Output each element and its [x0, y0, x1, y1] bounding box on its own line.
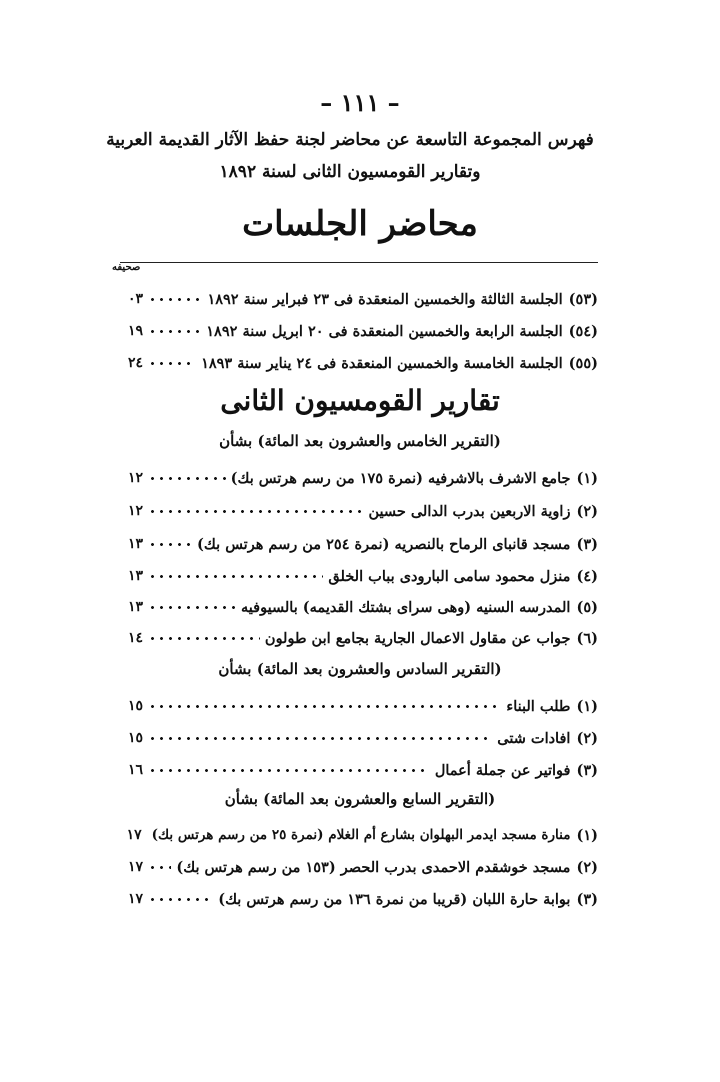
entry-text: زاوية الاربعين بدرب الدالى حسين	[368, 502, 571, 520]
dot-leader	[148, 866, 171, 869]
entry-number: (٥)	[576, 598, 598, 616]
page-number: – ١١١ –	[320, 88, 400, 117]
entry-text: افادات شتى	[497, 729, 571, 747]
dot-leader	[148, 330, 201, 333]
entry-number: (٢)	[576, 502, 598, 520]
entry-number: (١)	[576, 697, 598, 715]
report-entry	[128, 532, 598, 556]
entry-text: الجلسة الثالثة والخمسين المنعقدة فى ٢٣ فبراير سنة ١٨٩٢	[207, 290, 563, 308]
entry-page: ٢٤	[128, 355, 144, 371]
dot-leader	[148, 362, 196, 365]
dot-leader	[148, 606, 236, 609]
dot-leader	[148, 898, 213, 901]
entry-page: ١٥	[128, 698, 144, 714]
entry-page: ١٣	[128, 568, 144, 584]
session-entry	[128, 319, 598, 343]
report-entry	[128, 626, 598, 650]
report-entry	[128, 758, 598, 782]
entry-page: ١٧	[128, 891, 144, 907]
entry-page: ١٧	[126, 827, 142, 843]
entry-text: منزل محمود سامى البارودى بباب الخلق	[328, 567, 571, 585]
report-entry	[128, 466, 598, 490]
report-entry	[128, 855, 598, 879]
entry-page: ٠٣	[128, 291, 144, 307]
entry-number: (٣)	[576, 890, 598, 908]
dot-leader	[148, 543, 192, 546]
divider-rule	[120, 262, 598, 263]
entry-page: ١٧	[128, 859, 144, 875]
index-heading-line2: وتقارير القومسيون الثانى لسنة ١٨٩٢	[219, 162, 481, 182]
report-entry	[128, 823, 598, 847]
report-entry	[128, 499, 598, 523]
entry-number: (٥٥)	[568, 354, 598, 372]
entry-text: الجلسة الخامسة والخمسين المنعقدة فى ٢٤ يناير سنة ١٨٩٣	[201, 354, 563, 372]
index-heading-line1: فهرس المجموعة التاسعة عن محاضر لجنة حفظ الآثار القديمة العربية	[106, 130, 594, 150]
entry-number: (١)	[576, 826, 598, 844]
entry-text: جامع الاشرف بالاشرفيه (نمرة ١٧٥ من رسم هرتس بك)	[230, 469, 571, 487]
entry-text: منارة مسجد ايدمر البهلوان بشارع أم الغلام (نمرة ٢٥ من رسم هرتس بك)	[151, 827, 571, 843]
entry-page: ١٥	[128, 730, 144, 746]
report-heading: (التقرير السادس والعشرون بعد المائة) بشأن	[218, 660, 502, 678]
entry-text: بوابة حارة اللبان (قريبا من نمرة ١٣٦ من رسم هرتس بك)	[218, 890, 571, 908]
entry-page: ١٤	[128, 630, 144, 646]
dot-leader	[148, 637, 260, 640]
entry-number: (٥٤)	[568, 322, 598, 340]
entry-text: المدرسه السنيه (وهى سراى بشتك القديمه) بالسيوفيه	[241, 598, 571, 616]
entry-page: ١٢	[128, 470, 144, 486]
entry-page: ١٢	[128, 503, 144, 519]
entry-text: جواب عن مقاول الاعمال الجارية بجامع ابن طولون	[264, 629, 571, 647]
entry-number: (٦)	[576, 629, 598, 647]
dot-leader	[148, 298, 202, 301]
entry-page: ١٣	[128, 599, 144, 615]
report-entry	[128, 564, 598, 588]
entry-text: مسجد خوشقدم الاحمدى بدرب الحصر (١٥٣ من رسم هرتس بك)	[176, 858, 571, 876]
entry-number: (٣)	[576, 535, 598, 553]
dot-leader	[148, 477, 226, 480]
entry-number: (٢)	[576, 729, 598, 747]
dot-leader	[148, 575, 323, 578]
report-heading: (التقرير السابع والعشرون بعد المائة) بشأن	[224, 790, 496, 808]
reports-title: تقارير القومسيون الثانى	[220, 384, 500, 417]
report-heading: (التقرير الخامس والعشرون بعد المائة) بشأن	[219, 432, 501, 450]
report-entry	[128, 887, 598, 911]
dot-leader	[148, 510, 363, 513]
entry-text: الجلسة الرابعة والخمسين المنعقدة فى ٢٠ ابريل سنة ١٨٩٢	[206, 322, 563, 340]
entry-number: (٥٣)	[568, 290, 598, 308]
entry-text: فواتير عن جملة أعمال	[434, 761, 571, 779]
report-entry	[128, 694, 598, 718]
entry-number: (١)	[576, 469, 598, 487]
entry-text: مسجد قانباى الرماح بالنصريه (نمرة ٢٥٤ من رسم هرتس بك)	[197, 535, 571, 553]
dot-leader	[148, 737, 492, 740]
minutes-title: محاضر الجلسات	[242, 204, 478, 244]
session-entry	[128, 287, 598, 311]
entry-page: ١٦	[128, 762, 144, 778]
entry-text: طلب البناء	[506, 697, 571, 715]
session-entry	[128, 351, 598, 375]
entry-number: (٤)	[576, 567, 598, 585]
dot-leader	[148, 769, 430, 772]
page-column-label: صحيفه	[112, 262, 141, 273]
entry-number: (٢)	[576, 858, 598, 876]
entry-number: (٣)	[576, 761, 598, 779]
report-entry	[128, 595, 598, 619]
dot-leader	[148, 705, 501, 708]
entry-page: ١٣	[128, 536, 144, 552]
report-entry	[128, 726, 598, 750]
entry-page: ١٩	[128, 323, 144, 339]
